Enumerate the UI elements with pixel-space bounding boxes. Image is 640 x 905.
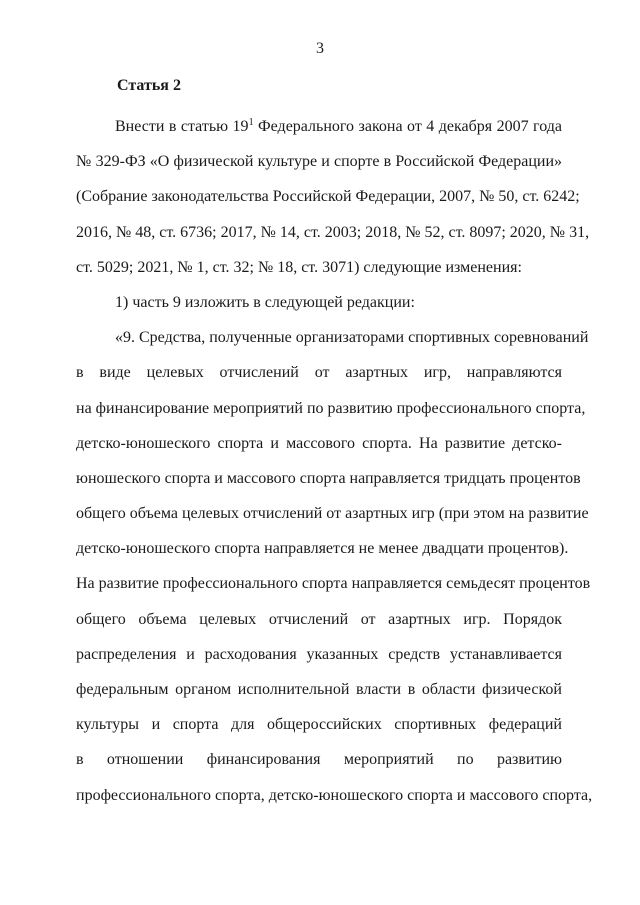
article-heading: Статья 2 bbox=[117, 77, 181, 94]
text-line: на финансирование мероприятий по развитию профессионального спорта, bbox=[76, 399, 586, 417]
page-number: 3 bbox=[316, 40, 324, 57]
text-line: № 329-ФЗ «О физической культуре и спорте в Российской Федерации» bbox=[76, 153, 562, 171]
text-line: юношеского спорта и массового спорта направляется тридцать процентов bbox=[76, 469, 581, 487]
text-line: ст. 5029; 2021, № 1, ст. 32; № 18, ст. 3071) следующие изменения: bbox=[76, 258, 522, 276]
text-line: в виде целевых отчислений от азартных игр, направляются bbox=[76, 364, 562, 382]
text-line bbox=[76, 117, 562, 152]
text-line: распределения и расходования указанных средств устанавливается bbox=[76, 645, 562, 663]
text-line: детско-юношеского спорта направляется не менее двадцати процентов). bbox=[76, 540, 569, 558]
superscript: 1 bbox=[248, 117, 254, 128]
text-fragment: Федерального закона от 4 декабря 2007 года bbox=[253, 118, 562, 135]
document-body bbox=[76, 117, 593, 821]
text-line: 2016, № 48, ст. 6736; 2017, № 14, ст. 2003; 2018, № 52, ст. 8097; 2020, № 31, bbox=[76, 223, 590, 241]
text-line: общего объема целевых отчислений от азартных игр. Порядок bbox=[76, 610, 562, 628]
text-line: На развитие профессионального спорта направляется семьдесят процентов bbox=[76, 575, 591, 593]
text-line: в отношении финансирования мероприятий по развитию bbox=[76, 751, 562, 769]
text-fragment: Внести в статью 19 bbox=[115, 118, 249, 135]
text-line: общего объема целевых отчислений от азартных игр (при этом на развитие bbox=[76, 505, 589, 523]
text-line: культуры и спорта для общероссийских спортивных федераций bbox=[76, 716, 562, 734]
text-line: (Собрание законодательства Российской Федерации, 2007, № 50, ст. 6242; bbox=[76, 188, 580, 206]
text-line: детско-юношеского спорта и массового спорта. На развитие детско- bbox=[76, 434, 562, 452]
text-line: «9. Средства, полученные организаторами спортивных соревнований bbox=[115, 329, 589, 347]
list-item: 1) часть 9 изложить в следующей редакции: bbox=[115, 293, 415, 311]
text-line: федеральным органом исполнительной власти в области физической bbox=[76, 681, 562, 698]
text-line: профессионального спорта, детско-юношеского спорта и массового спорта, bbox=[76, 786, 593, 804]
